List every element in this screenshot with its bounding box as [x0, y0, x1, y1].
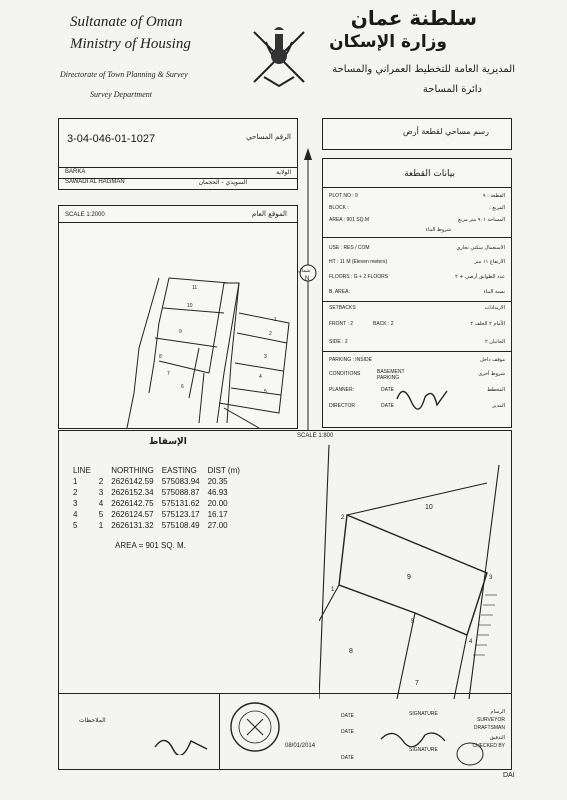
- table-row: [69, 487, 244, 498]
- location-map-label: 5: [264, 389, 267, 395]
- plot-ar-7: عدد الطوابق أرضي + ٢: [455, 274, 505, 280]
- column-header: EASTING: [161, 466, 197, 475]
- plot-area: AREA : 901 SQ.M: [329, 217, 370, 223]
- handwritten-signature: [379, 727, 449, 747]
- location-map-label: 9: [179, 329, 182, 335]
- location-map-label: 8: [159, 354, 162, 360]
- date-label: DATE: [341, 755, 354, 761]
- plot-block: BLOCK :: [329, 205, 349, 211]
- plan-box: [58, 430, 512, 770]
- planner: PLANNER:: [329, 387, 355, 393]
- director: DIRECTOR: [329, 403, 356, 409]
- handwritten-signature: [151, 731, 211, 755]
- table-header: [69, 465, 244, 476]
- rasm-label: الرسام: [490, 709, 505, 715]
- plan-corner-label: 4: [469, 639, 473, 645]
- plot-plan-drawing: [319, 445, 509, 699]
- location-map-label: 6: [181, 384, 184, 390]
- coordinate-table: [69, 465, 244, 531]
- table-cell: 16.17: [207, 510, 228, 519]
- location-map-drawing: [59, 223, 297, 428]
- header-ar-line3: المديرية العامة للتخطيط العمراني والمساحة: [332, 64, 515, 75]
- plot-floors: FLOORS : G + 2 FLOORS: [329, 274, 389, 280]
- divider: [323, 351, 511, 352]
- plot-data-box: [322, 158, 512, 428]
- plot-ar-2: المربع :: [489, 205, 505, 211]
- director-date: DATE: [381, 403, 394, 409]
- table-cell: 27.00: [207, 521, 228, 530]
- table-cell: 2626142.59: [111, 477, 154, 486]
- table-cell: 5: [98, 510, 104, 519]
- signature-label: SIGNATURE: [409, 711, 438, 717]
- tadqiq-label: التدقيق: [489, 735, 505, 741]
- location-map-label: 1: [274, 317, 277, 323]
- plan-area: AREA = 901 SQ. M.: [115, 541, 186, 550]
- north-en: N: [305, 276, 310, 282]
- plot-ar-14: المخطط: [487, 387, 505, 393]
- location-map-label: 3: [264, 354, 267, 360]
- plan-title: الإسقاط: [149, 437, 187, 447]
- parking: PARKING : INSIDE: [329, 357, 372, 363]
- table-row: [69, 520, 244, 531]
- plan-plot-label: 8: [349, 648, 353, 655]
- plan-plot-label: 7: [415, 680, 419, 687]
- plot-ar-9: الارتدادات: [484, 305, 505, 311]
- basement-parking: BASEMENT PARKING: [377, 369, 405, 381]
- location-map-box: [58, 205, 298, 429]
- checked-label: CHECKED BY: [472, 743, 505, 749]
- plot-height: HT : 11 M (Eleven meters): [329, 259, 388, 265]
- table-cell: 1: [73, 477, 78, 486]
- table-cell: 575088.87: [161, 488, 200, 497]
- plot-use: USE : RES / COM: [329, 245, 370, 251]
- table-cell: 4: [98, 499, 104, 508]
- divider: [59, 693, 511, 694]
- setback-side: SIDE : 2: [329, 339, 348, 345]
- draftsman-label: DRAFTSMAN: [473, 725, 505, 731]
- table-cell: 46.93: [207, 488, 228, 497]
- header-ar-line2: وزارة الإسكان: [329, 32, 447, 52]
- village-value: SAWADI AL HAGMAN: [65, 179, 125, 185]
- table-cell: 2: [98, 477, 104, 486]
- table-row: [69, 498, 244, 509]
- table-row: [69, 476, 244, 487]
- location-map-title: الموقع العام: [252, 210, 287, 218]
- wilayat-label: الولاية: [276, 169, 291, 176]
- sketch-title: رسم مساحي لقطعة أرض: [403, 127, 489, 136]
- header-en-line1: Sultanate of Oman: [70, 14, 183, 30]
- date-label: DATE: [341, 729, 354, 735]
- date-value: 08/01/2014: [285, 743, 316, 749]
- plan-corner-label: 2: [341, 515, 345, 521]
- plan-corner-label: 3: [489, 575, 493, 581]
- location-map-label: 7: [167, 371, 170, 377]
- official-stamp-icon: [455, 741, 485, 767]
- village-label: السويدي - الحجمان: [198, 179, 247, 186]
- plot-data-title: بيانات القطعة: [404, 169, 455, 179]
- planner-date: DATE: [381, 387, 394, 393]
- table-cell: 3: [98, 488, 104, 497]
- remarks-label: الملاحظات: [79, 717, 106, 724]
- official-stamp-icon: [225, 697, 287, 757]
- table-cell: 575083.94: [161, 477, 200, 486]
- column-header: LINE: [73, 466, 91, 475]
- handwritten-signature: [393, 379, 453, 415]
- table-cell: 1: [98, 521, 104, 530]
- plan-plot-label: 9: [407, 574, 411, 581]
- location-map-label: 4: [259, 374, 262, 380]
- conditions: CONDITIONS: [329, 371, 361, 377]
- plot-ar-5: الاستعمال سكني تجاري: [456, 245, 505, 251]
- divider: [323, 237, 511, 238]
- location-map-scale: SCALE 1:2000: [65, 212, 105, 218]
- header-ar-line4: دائرة المساحة: [422, 84, 482, 95]
- table-cell: 2626142.75: [111, 499, 154, 508]
- table-cell: 575108.49: [161, 521, 200, 530]
- location-map-label: 10: [187, 303, 193, 309]
- column-header: DIST (m): [207, 466, 240, 475]
- serial-number-box: [58, 118, 298, 190]
- plan-plot-label: 10: [425, 504, 433, 511]
- divider: [323, 301, 511, 302]
- plot-ar-15: المدير: [492, 403, 505, 409]
- serial-label: الرقم المساحي: [246, 133, 291, 141]
- plot-ar-8: نسبة البناء: [483, 289, 505, 295]
- table-cell: 575123.17: [161, 510, 200, 519]
- plot-ar-4: شروط البناء: [425, 227, 451, 233]
- table-cell: 2626124.57: [111, 510, 154, 519]
- table-cell: 575131.62: [161, 499, 200, 508]
- plot-ar-12: موقف داخل: [480, 357, 505, 363]
- plot-ar-10: الأمام ٢ الخلف ٢: [470, 321, 505, 327]
- location-map-label: 2: [269, 331, 272, 337]
- north-label: شمال: [298, 268, 311, 274]
- table-row: [69, 509, 244, 520]
- divider: [59, 167, 297, 168]
- plot-ar-13: شروط أخرى: [478, 371, 505, 377]
- north-arrow-icon: [296, 148, 320, 438]
- table-cell: 20.00: [207, 499, 228, 508]
- surveyor-label: SURVEYOR: [477, 717, 505, 723]
- divider: [323, 187, 511, 188]
- oman-emblem-icon: [244, 22, 314, 92]
- header-en-line4: Survey Department: [90, 90, 152, 99]
- plot-ar-6: الارتفاع ١١ متر: [474, 259, 505, 265]
- header-ar-line1: سلطنة عمان: [350, 6, 477, 30]
- location-map-label: 11: [192, 285, 198, 291]
- table-cell: 2626152.34: [111, 488, 154, 497]
- setback-front: FRONT : 2: [329, 321, 354, 327]
- plan-corner-label: 1: [331, 587, 335, 593]
- column-header: NORTHING: [111, 466, 154, 475]
- wilayat-value: BARKA: [65, 169, 86, 175]
- header-en-line2: Ministry of Housing: [70, 36, 191, 52]
- plan-scale: SCALE 1:800: [297, 433, 334, 439]
- sketch-title-box: [322, 118, 512, 150]
- setback-back: BACK : 2: [373, 321, 394, 327]
- table-cell: 2: [73, 488, 78, 497]
- setbacks-title: SETBACKS: [329, 305, 356, 311]
- table-cell: 5: [73, 521, 78, 530]
- table-cell: 20.35: [207, 477, 228, 486]
- header-en-line3: Directorate of Town Planning & Survey: [60, 70, 188, 79]
- divider: [219, 693, 220, 769]
- table-cell: 2626131.32: [111, 521, 154, 530]
- plot-ar-1: القطعة : ٩: [482, 193, 505, 199]
- plot-ar-11: الجانبان ٢: [484, 339, 505, 345]
- table-cell: 3: [73, 499, 78, 508]
- serial-number: 3-04-046-01-1027: [67, 133, 156, 145]
- plot-ar-3: المساحة ٩٠١ متر مربع: [458, 217, 505, 223]
- table-cell: 4: [73, 510, 78, 519]
- plan-corner-label: 5: [411, 619, 415, 625]
- plot-no: PLOT NO : 9: [329, 193, 358, 199]
- corner-initials: DAI: [503, 772, 515, 779]
- column-header: [95, 465, 107, 476]
- date-label: DATE: [341, 713, 354, 719]
- plot-b-area: B. AREA:: [329, 289, 350, 295]
- signature-label: SIGNATURE: [409, 747, 438, 753]
